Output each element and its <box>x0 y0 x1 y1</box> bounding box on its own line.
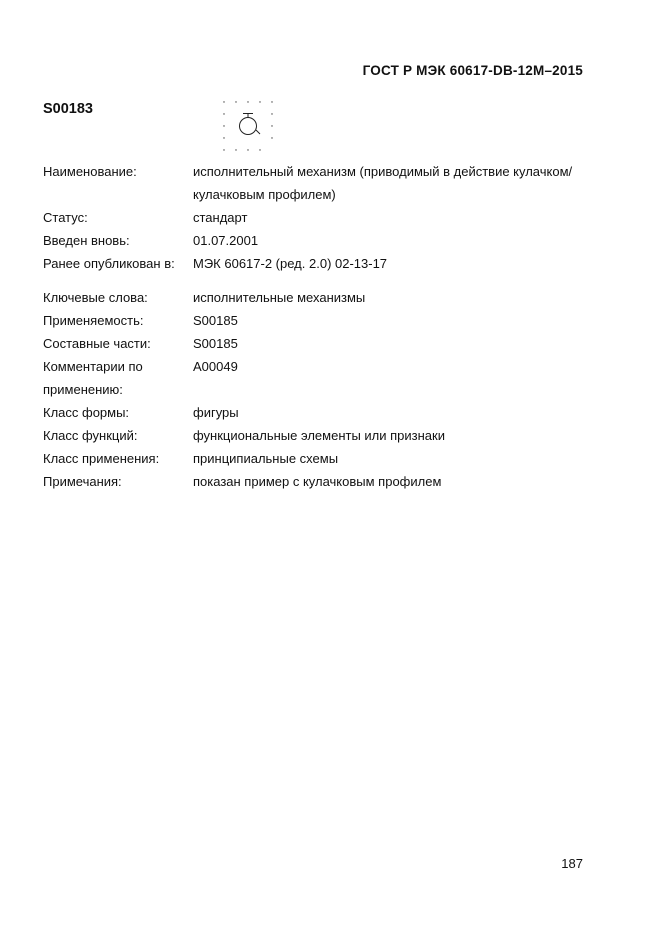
field-value: 01.07.2001 <box>193 233 259 248</box>
field-row-status <box>43 206 603 229</box>
field-label: Наименование: <box>43 164 137 179</box>
field-row-shape-class <box>43 401 603 424</box>
field-label: Ранее опубликован в: <box>43 256 175 271</box>
field-row-components <box>43 332 603 355</box>
field-value: исполнительные механизмы <box>193 290 366 305</box>
field-row-introduced <box>43 229 603 252</box>
field-label: Статус: <box>43 210 88 225</box>
field-label: Комментарии по применению: <box>43 359 143 397</box>
field-row-keywords <box>43 286 603 309</box>
field-row-function-class <box>43 424 603 447</box>
field-value: исполнительный механизм (приводимый в действие кулачком/кулачковым профилем) <box>193 164 573 202</box>
field-value: принципиальные схемы <box>193 451 339 466</box>
field-value: показан пример с кулачковым профилем <box>193 474 442 489</box>
symbol-fields <box>43 160 603 493</box>
field-value: стандарт <box>193 210 248 225</box>
page-number: 187 <box>561 856 583 871</box>
symbol-id: S00183 <box>43 101 93 117</box>
field-label: Применяемость: <box>43 313 144 328</box>
field-row-previously-published <box>43 252 603 275</box>
field-row-applicability <box>43 309 603 332</box>
field-row-application-notes <box>43 355 603 401</box>
field-value: A00049 <box>193 359 238 374</box>
field-label: Примечания: <box>43 474 122 489</box>
field-value: МЭК 60617-2 (ред. 2.0) 02-13-17 <box>193 256 388 271</box>
field-value: S00185 <box>193 313 238 328</box>
field-row-name <box>43 160 603 206</box>
field-label: Ключевые слова: <box>43 290 148 305</box>
cam-actuator-symbol-icon <box>218 96 282 156</box>
field-value: функциональные элементы или признаки <box>193 428 445 443</box>
field-row-notes <box>43 470 603 493</box>
field-label: Класс формы: <box>43 405 130 420</box>
field-label: Введен вновь: <box>43 233 130 248</box>
standard-header: ГОСТ Р МЭК 60617-DB-12M–2015 <box>362 63 583 78</box>
field-value: фигуры <box>193 405 239 420</box>
field-label: Класс применения: <box>43 451 160 466</box>
field-value: S00185 <box>193 336 238 351</box>
field-label: Составные части: <box>43 336 151 351</box>
field-label: Класс функций: <box>43 428 138 443</box>
field-row-application-class <box>43 447 603 470</box>
